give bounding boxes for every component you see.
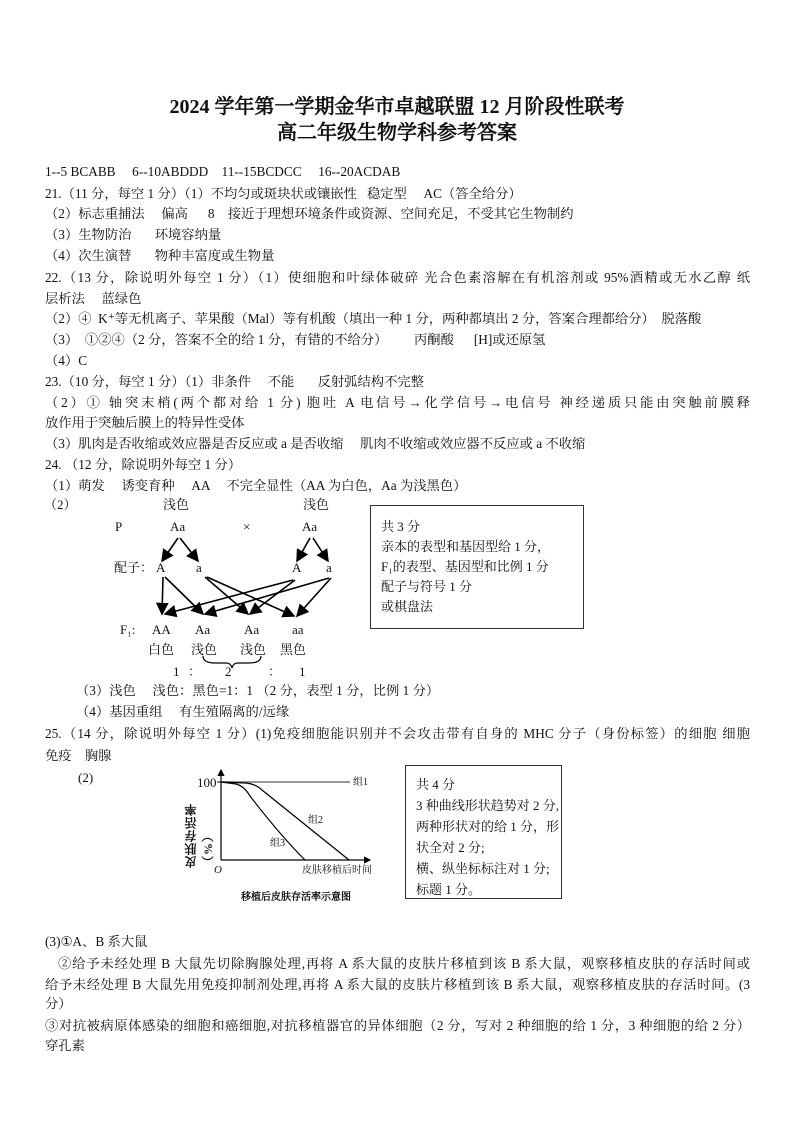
scoring-note: 共 3 分	[381, 519, 421, 534]
scoring-note: 共 4 分	[416, 777, 456, 792]
parent-genotype: Aa	[170, 519, 186, 534]
f1-genotype: Aa	[244, 622, 260, 637]
f1-phenotype: 浅色	[191, 642, 218, 657]
answer-line: 21.（11 分，每空 1 分）（1）不均匀或斑块状或镶嵌性 稳定型 AC（答全给分）	[45, 186, 522, 201]
answer-line: （1）萌发 诱变育种 AA 不完全显性（AA 为白色，Aa 为浅黑色）	[45, 478, 467, 493]
scoring-note: 状全对 2 分;	[416, 840, 485, 855]
scoring-note: 或棋盘法	[381, 599, 434, 614]
answer-line: （3）生物防治 环境容纳量	[45, 227, 222, 242]
scoring-note: 亲本的表型和基因型给 1 分，	[381, 539, 551, 554]
f1-label: F₁:	[120, 622, 136, 637]
f1-phenotype: 白色	[148, 642, 175, 657]
scoring-box	[405, 765, 562, 899]
gamete: A	[156, 560, 166, 575]
answer-line: （3） ①②④（2 分，答案不全的给 1 分，有错的不给分） 丙酮酸 [H]或还原氢	[45, 332, 546, 347]
answer-line: ②给予未经处理 B 大鼠先切除胸腺处理,再将 A 系大鼠的皮肤片移植到该 B 系大鼠，观察移植皮肤的存活时间或	[58, 956, 750, 971]
gamete-label: 配子：	[114, 560, 154, 575]
answer-line: 1--5 BCABB 6--10ABDDD 11--15BCDCC 16--20ACDAB	[45, 164, 401, 179]
parent-genotype: Aa	[302, 519, 318, 534]
part-label: (2)	[78, 770, 94, 785]
document-title: 2024 学年第一学期金华市卓越联盟 12 月阶段性联考	[169, 96, 625, 118]
ratio-value: 1	[299, 664, 306, 679]
gamete: a	[196, 560, 202, 575]
scoring-note: 横、纵坐标标注对 1 分;	[416, 861, 550, 876]
scoring-note: 配子与符号 1 分	[381, 579, 473, 594]
answer-line: （3）浅色 浅色：黑色=1：1 （2 分，表型 1 分，比例 1 分）	[76, 683, 440, 698]
document-subtitle: 高二年级生物学科参考答案	[277, 122, 517, 144]
f1-genotype: Aa	[195, 622, 211, 637]
answer-line: （3）肌肉是否收缩或效应器是否反应或 a 是否收缩 肌肉不收缩或效应器不反应或 a 不收缩	[45, 436, 586, 451]
curve-group3	[221, 782, 305, 860]
y-axis-label: 皮肤存活率（%）	[184, 803, 215, 868]
cross-symbol: ×	[243, 519, 251, 534]
gamete: A	[292, 560, 302, 575]
series-label-group1: 组1	[353, 777, 368, 788]
ratio-value: 2	[225, 664, 232, 679]
answer-line: 22.（13 分，除说明外每空 1 分）（1）使细胞和叶绿体破碎 光合色素溶解在有机溶剂或 95%酒精或无水乙醇 纸	[45, 270, 750, 285]
answer-line: 24. （12 分，除说明外每空 1 分）	[45, 457, 242, 472]
part-label: （2）	[44, 497, 77, 512]
p-label: P	[115, 519, 123, 534]
gamete: a	[326, 560, 332, 575]
ratio-colon: ：	[188, 664, 202, 679]
figure-caption: 移植后皮肤存活率示意图	[241, 892, 351, 903]
answer-line: 放作用于突触后膜上的特异性受体	[45, 415, 245, 430]
ratio-value: 1	[173, 664, 180, 679]
answer-line: 分）	[45, 996, 72, 1011]
answer-line: 穿孔素	[45, 1038, 85, 1053]
f1-phenotype: 黑色	[280, 642, 307, 657]
f1-genotype: AA	[152, 622, 171, 637]
series-label-group2: 组2	[308, 815, 323, 826]
answer-line: （2）标志重捕法 偏高 8 接近于理想环境条件或资源、空间充足，不受其它生物制约	[45, 206, 574, 221]
answer-line: （2）④ K⁺等无机离子、苹果酸（Mal）等有机酸（填出一种 1 分，两种都填出 2 分，答案合理都给分） 脱落酸	[45, 311, 702, 326]
answer-line: 免疫 胸腺	[45, 748, 112, 763]
answer-line: 给予未经处理 B 大鼠先用免疫抑制剂处理,再将 A 系大鼠的皮肤片移植到该 B 系大鼠，观察移植皮肤的存活时间。(3	[45, 977, 750, 992]
parent-phenotype: 浅色	[163, 497, 190, 512]
answer-line: (3)①A、B 系大鼠	[45, 934, 148, 949]
scoring-note: F₁的表型、基因型和比例 1 分	[381, 559, 549, 574]
scoring-note: 标题 1 分。	[416, 882, 482, 897]
answer-line: （4）C	[45, 353, 88, 368]
curve-group2	[221, 782, 349, 860]
x-axis-label: 皮肤移植后时间	[302, 865, 372, 876]
f1-genotype: aa	[292, 622, 304, 637]
parent-phenotype: 浅色	[303, 497, 330, 512]
scoring-note: 两种形状对的给 1 分，形	[416, 819, 560, 834]
answer-line: ③对抗被病原体感染的细胞和癌细胞,对抗移植器官的异体细胞（2 分，写对 2 种细胞的给 1 分，3 种细胞的给 2 分）	[45, 1018, 750, 1033]
answer-line: （4）次生演替 物种丰富度或生物量	[45, 248, 275, 263]
answer-line: 层析法 蓝绿色	[45, 291, 142, 306]
ratio-colon: ：	[268, 664, 282, 679]
answer-line: 25.（14 分，除说明外每空 1 分）(1)免疫细胞能识别并不会攻击带有自身的 MHC 分子（身份标签）的细胞 细胞	[45, 726, 750, 741]
scoring-note: 3 种曲线形状趋势对 2 分,	[416, 798, 560, 813]
series-label-group3: 组3	[270, 838, 285, 849]
f1-phenotype: 浅色	[240, 642, 267, 657]
origin-label: O	[214, 864, 222, 876]
answer-line: （4）基因重组 有生殖隔离的/远缘	[76, 704, 290, 719]
y-tick-label: 100	[197, 775, 217, 790]
answer-line: 23.（10 分，每空 1 分）（1）非条件 不能 反射弧结构不完整	[45, 374, 424, 389]
answer-line: （2）① 轴突末梢(两个都对给 1 分) 胞吐 A 电信号→化学信号→电信号 神经递质只能由突触前膜释	[45, 395, 750, 410]
